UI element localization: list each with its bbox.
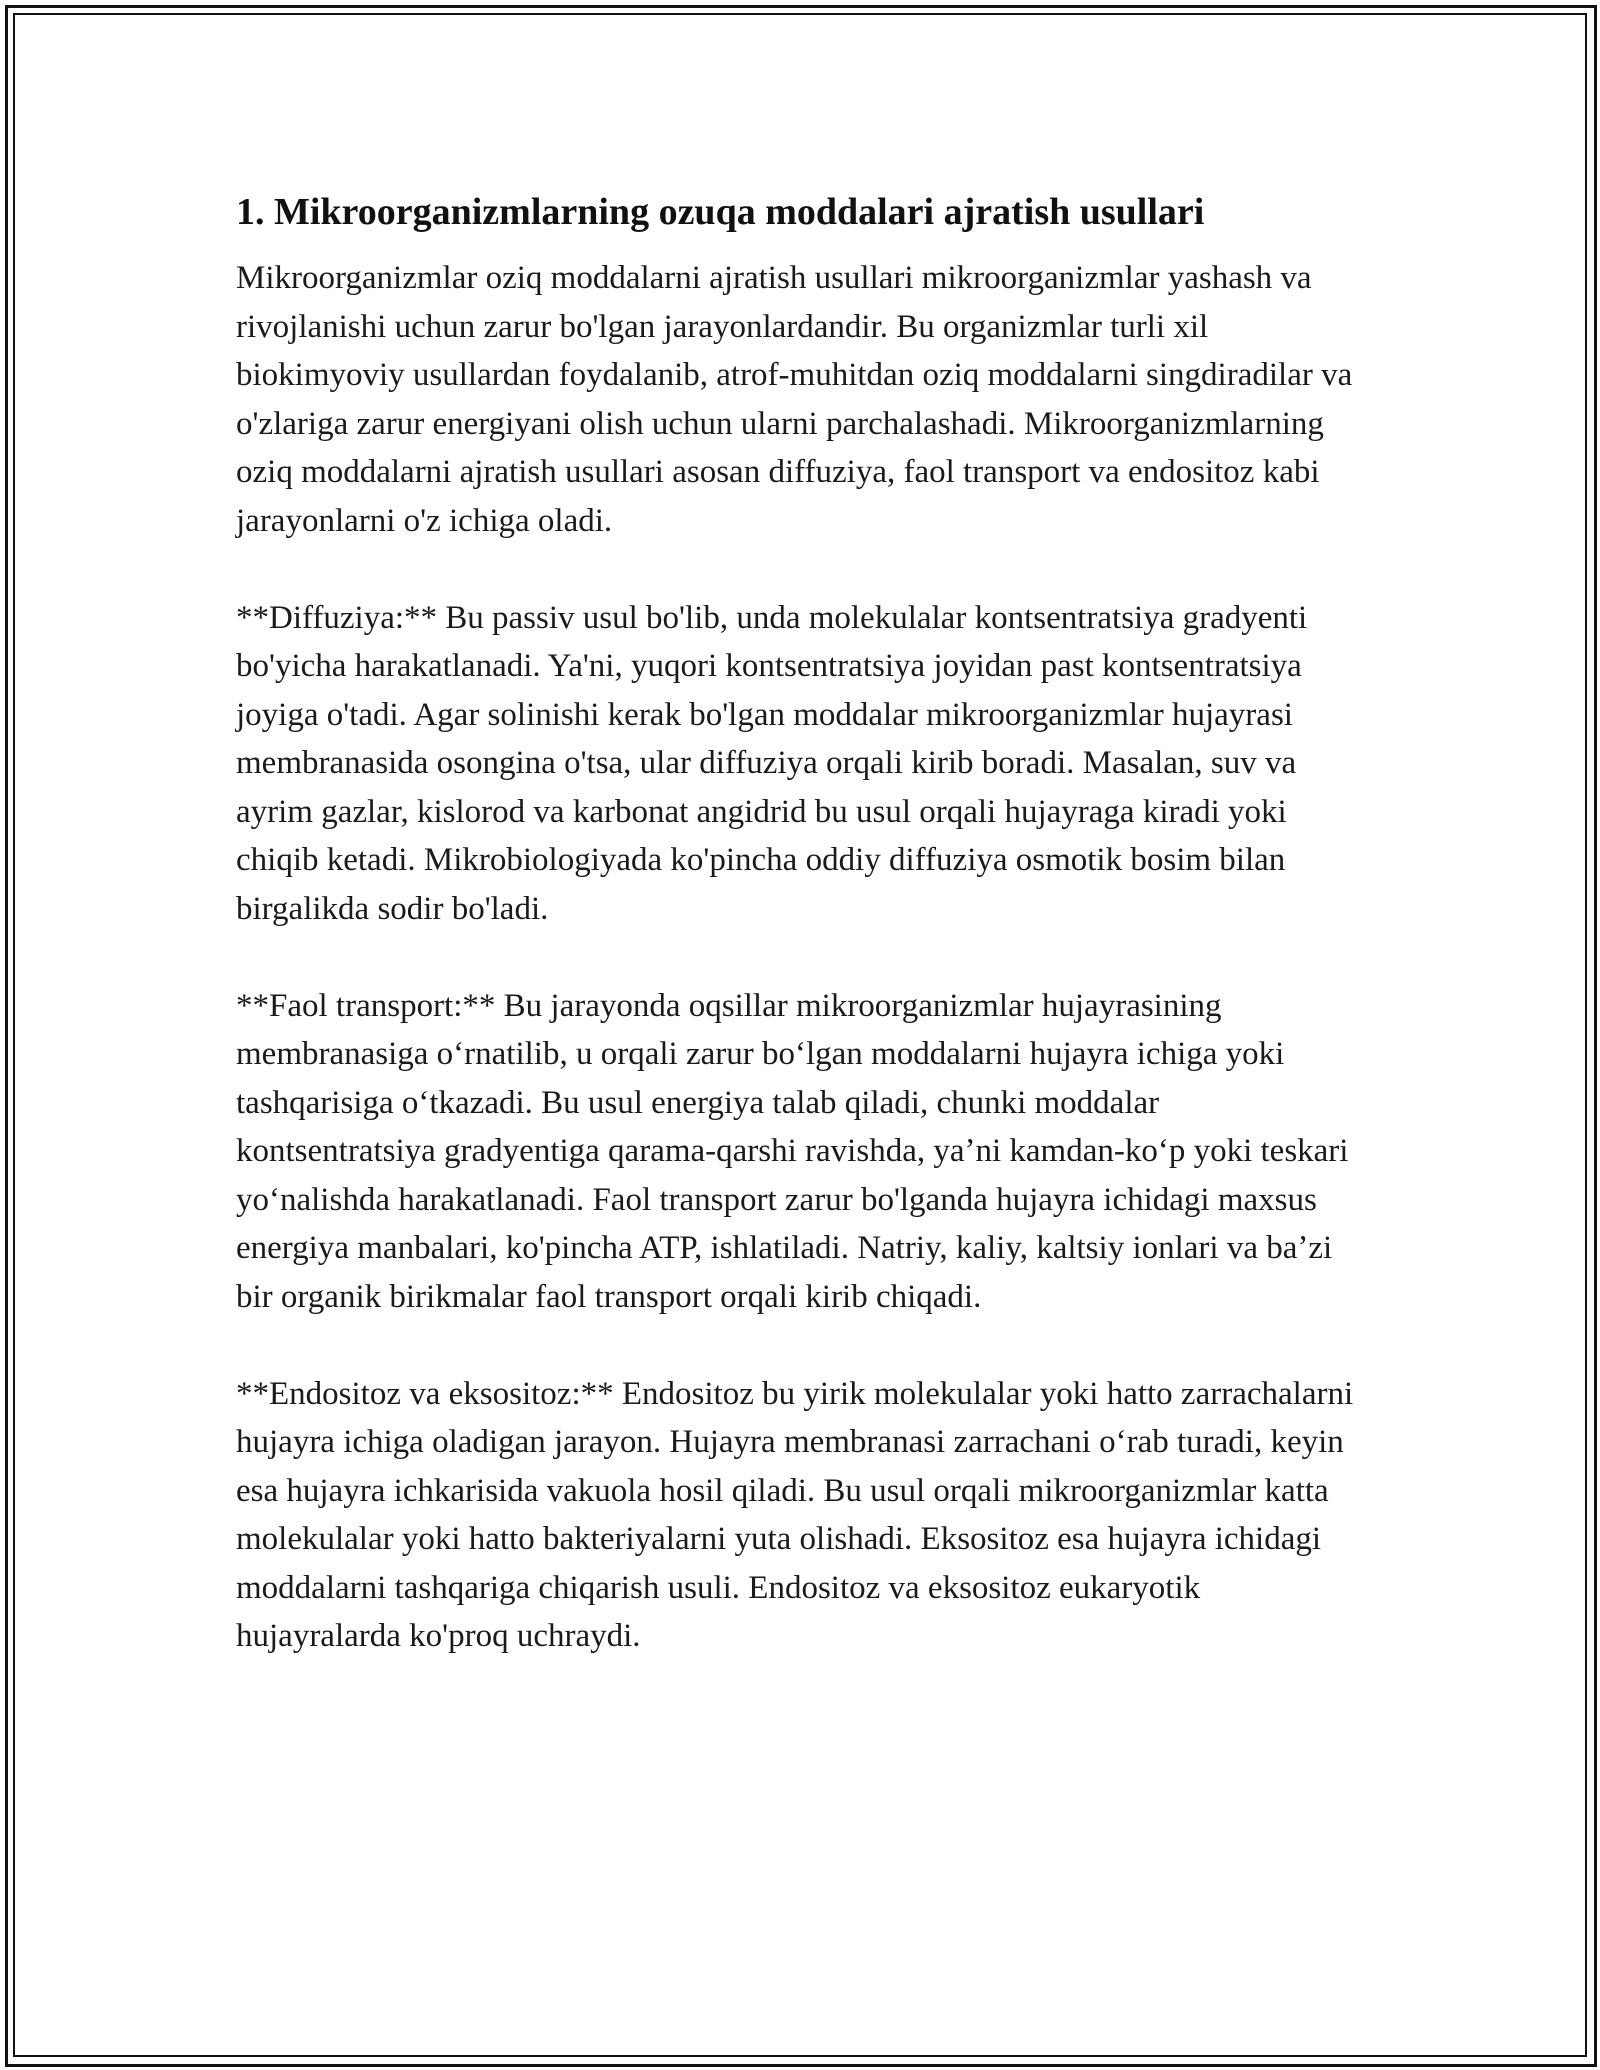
document-body xyxy=(236,186,1366,1661)
paragraph-intro: Mikroorganizmlar oziq moddalarni ajratish usullari mikroorganizmlar yashash va rivojlanishi uchun zarur bo'lgan jarayonlardandir. Bu organizmlar turli xil biokimyoviy usullardan foydalanib, atrof-muhitdan oziq moddalarni singdiradilar va o'zlariga zarur energiyani olish uchun ularni parchalashadi. Mikroorganizmlarning oziq moddalarni ajratish usullari asosan diffuziya, faol transport va endositoz kabi jarayonlarni o'z ichiga oladi. xyxy=(236,260,1353,539)
paragraph-faol-transport: **Faol transport:** Bu jarayonda oqsillar mikroorganizmlar hujayrasining membranasiga oʻrnatilib, u orqali zarur boʻlgan moddalarni hujayra ichiga yoki tashqarisiga oʻtkazadi. Bu usul energiya talab qiladi, chunki moddalar kontsentratsiya gradyentiga qarama-qarshi ravishda, yaʼni kamdan-koʻp yoki teskari yoʻnalishda harakatlanadi. Faol transport zarur bo'lganda hujayra ichidagi maxsus energiya manbalari, ko'pincha ATP, ishlatiladi. Natriy, kaliy, kaltsiy ionlari va baʼzi bir organik birikmalar faol transport orqali kirib chiqadi. xyxy=(236,987,1349,1315)
paragraph-diffuziya: **Diffuziya:** Bu passiv usul bo'lib, unda molekulalar kontsentratsiya gradyenti bo'yicha harakatlanadi. Ya'ni, yuqori kontsentratsiya joyidan past kontsentratsiya joyiga o'tadi. Agar solinishi kerak bo'lgan moddalar mikroorganizmlar hujayrasi membranasida osongina o'tsa, ular diffuziya orqali kirib boradi. Masalan, suv va ayrim gazlar, kislorod va karbonat angidrid bu usul orqali hujayraga kiradi yoki chiqib ketadi. Mikrobiologiyada ko'pincha oddiy diffuziya osmotik bosim bilan birgalikda sodir bo'ladi. xyxy=(236,599,1308,927)
section-heading: 1. Mikroorganizmlarning ozuqa moddalari ajratish usullari xyxy=(236,191,1205,233)
paragraph-endositoz: **Endositoz va eksositoz:** Endositoz bu yirik molekulalar yoki hatto zarrachalarni hujayra ichiga oladigan jarayon. Hujayra membranasi zarrachani oʻrab turadi, keyin esa hujayra ichkarisida vakuola hosil qiladi. Bu usul orqali mikroorganizmlar katta molekulalar yoki hatto bakteriyalarni yuta olishadi. Eksositoz esa hujayra ichidagi moddalarni tashqariga chiqarish usuli. Endositoz va eksositoz eukaryotik hujayralarda ko'proq uchraydi. xyxy=(236,1375,1354,1654)
